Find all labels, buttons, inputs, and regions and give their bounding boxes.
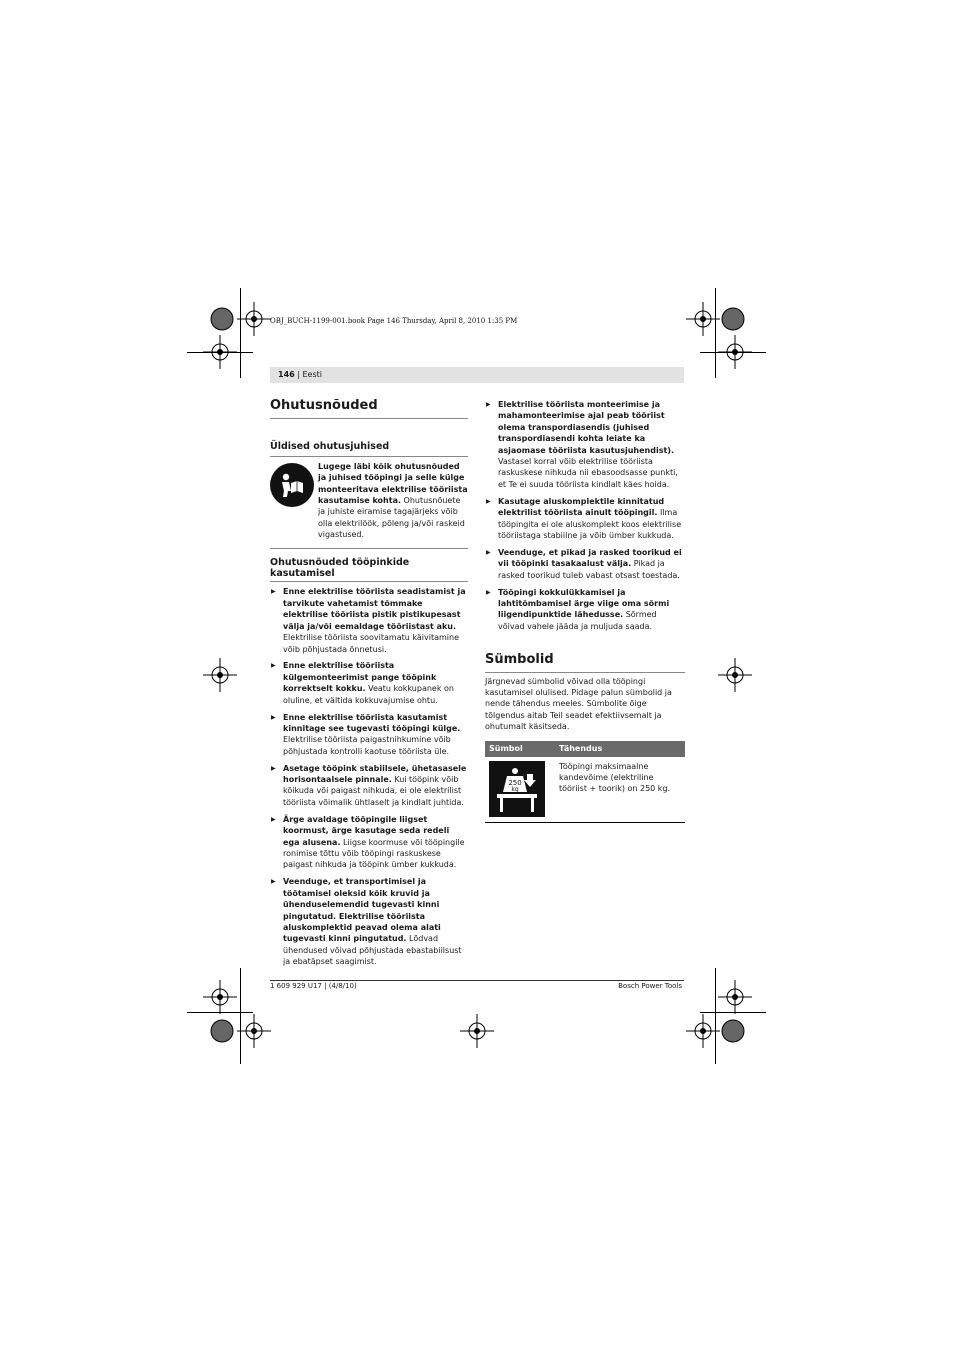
header-separator: | (297, 370, 300, 379)
workbench-safety-heading: Ohutusnõuded tööpinkide kasutamisel (270, 556, 410, 580)
general-warning-bold: Lugege läbi kõik ohutusnõuded ja juhised tööpingi ja selle külge monteeritava elektrilise tööriista kasutamise kohta. (318, 461, 468, 506)
symbols-intro: Järgnevad sümbolid võivad olla tööpingi kasutamisel olulised. Pidage palun sümbolid ja nende tähendus meeles. Sümbolite õige tõlgendus aitab Teil seadet efektiivsemalt ja ohutumalt käsitseda. (485, 676, 672, 732)
workbench-safety-list (270, 586, 468, 967)
list-item: ▶ Elektrilise tööriista monteerimise ja mahamonteerimise ajal peab tööriist olema transpordiasendis (juhised transpordiasendi kohta leiate ka asjaomase tööriista kasutusjuhendist). Vastasel korral võib elektrilise tööriista raskuskese nihkuda nii ebasoodsasse punkti, et Te ei suuda tööriista kindlalt käes hoida. (485, 399, 685, 490)
crosshair-target-icon (203, 658, 237, 692)
crosshair-target-icon (718, 335, 752, 369)
list-item: ▶ Enne elektrilise tööriista kasutamist kinnitage see tugevasti tööpingi külge. Elektrilise tööriista paigastnihkumine võib põhjustada kontrolli kaotuse tööriista üle. (270, 712, 468, 758)
list-item: ▶ Ärge avaldage tööpingile liigset koormust, ärge kasutage seda redeli ega alusena. Liigse koormuse või tööpingile ronimise tõttu võib tööpingi raskuskese paigast nihkuda ja tööpink ümber kukkuda. (270, 814, 468, 871)
general-safety-heading: Üldised ohutusjuhised (270, 441, 390, 453)
print-info-line: OBJ_BUCH-1199-001.book Page 146 Thursday, April 8, 2010 1:35 PM (270, 317, 518, 325)
header-language: Eesti (302, 370, 323, 379)
weight-unit: kg (511, 785, 519, 793)
page-header (270, 367, 684, 383)
list-item: ▶ Kasutage aluskomplektile kinnitatud elektrilist tööriista ainult tööpingil. Ilma tööpingita ei ole aluskomplekt koos elektrilise tööriistaga stabiilne ja võib ümber kukkuda. (485, 496, 685, 542)
list-item: ▶ Veenduge, et pikad ja rasked toorikud ei vii tööpinki tasakaalust välja. Pikad ja rasked toorikud tuleb vabast otsast toestada. (485, 547, 685, 581)
workbench-max-load-icon (489, 761, 545, 817)
crosshair-target-icon (237, 302, 271, 336)
crosshair-target-icon (718, 980, 752, 1014)
read-manual-icon (270, 463, 314, 507)
list-item: ▶ Veenduge, et transportimisel ja töötamisel oleksid kõik kruvid ja ühenduselemendid tugevasti kinni pingutatud. Elektrilise tööriista aluskomplektid peavad olema alati tugevasti kinni pingutatud. Lõdvad ühendused võivad põhjustada ebastabiilsust ja ebatäpset saagimist. (270, 876, 468, 967)
crosshair-target-icon (686, 1014, 720, 1048)
symbol-meaning: Tööpingi maksimaalne kandevõime (elektriline tööriist + toorik) on 250 kg. (555, 757, 685, 823)
list-item: ▶ Enne elektrilise tööriista külgemonteerimist pange tööpink korrektselt kokku. Veatu kokkupanek on oluline, et vältida kokkuvajumise ohtu. (270, 660, 468, 706)
general-warning (270, 461, 468, 541)
right-column (485, 399, 685, 823)
crosshair-target-icon (686, 302, 720, 336)
crosshair-target-icon (237, 1014, 271, 1048)
list-item: ▶ Tööpingi kokkulükkamisel ja lahtitõmbamisel ärge viige oma sõrmi liigendipunktide lähedusse. Sõrmed võivad vahele jääda ja muljuda saada. (485, 587, 685, 633)
symbols-title: Sümbolid (485, 652, 554, 668)
workbench-safety-list-continued (485, 399, 685, 632)
footer-brand: Bosch Power Tools (618, 982, 682, 990)
footer-rule (270, 980, 684, 981)
footer-document-id: 1 609 929 U17 | (4/8/10) (270, 982, 357, 990)
crosshair-target-icon (203, 980, 237, 1014)
registration-dot-icon (205, 302, 239, 336)
table-row (485, 757, 685, 823)
left-column (270, 400, 468, 973)
weight-number: 250 (508, 778, 522, 787)
crosshair-target-icon (203, 335, 237, 369)
general-warning-text: Ohutusnõuete ja juhiste eiramise tagajärjeks võib olla elektrilöök, põleng ja/või raskeid vigastused. (318, 496, 465, 540)
column-header-symbol: Sümbol (485, 741, 555, 757)
page-number: 146 (278, 370, 295, 379)
list-item: ▶ Asetage tööpink stabiilsele, ühetasasele horisontaalsele pinnale. Kui tööpink võib kõikuda või paigast nihkuda, ei ole elektrilist tööriista võimalik ühtlaselt ja kindlalt juhtida. (270, 763, 468, 809)
registration-dot-icon (716, 1014, 750, 1048)
column-header-meaning: Tähendus (555, 741, 685, 757)
crosshair-target-icon (460, 1014, 494, 1048)
registration-dot-icon (205, 1014, 239, 1048)
section-title: Ohutusnõuded (270, 398, 378, 413)
registration-dot-icon (716, 302, 750, 336)
crosshair-target-icon (718, 658, 752, 692)
list-item: ▶ Enne elektrilise tööriista seadistamist ja tarvikute vahetamist tõmmake elektrilise tööriista pistik pistikupesast välja ja/või eemaldage tööriistast aku. Elektrilise tööriista soovitamatu käivitamine võib põhjustada õnnetusi. (270, 586, 468, 654)
symbols-table (485, 741, 685, 823)
